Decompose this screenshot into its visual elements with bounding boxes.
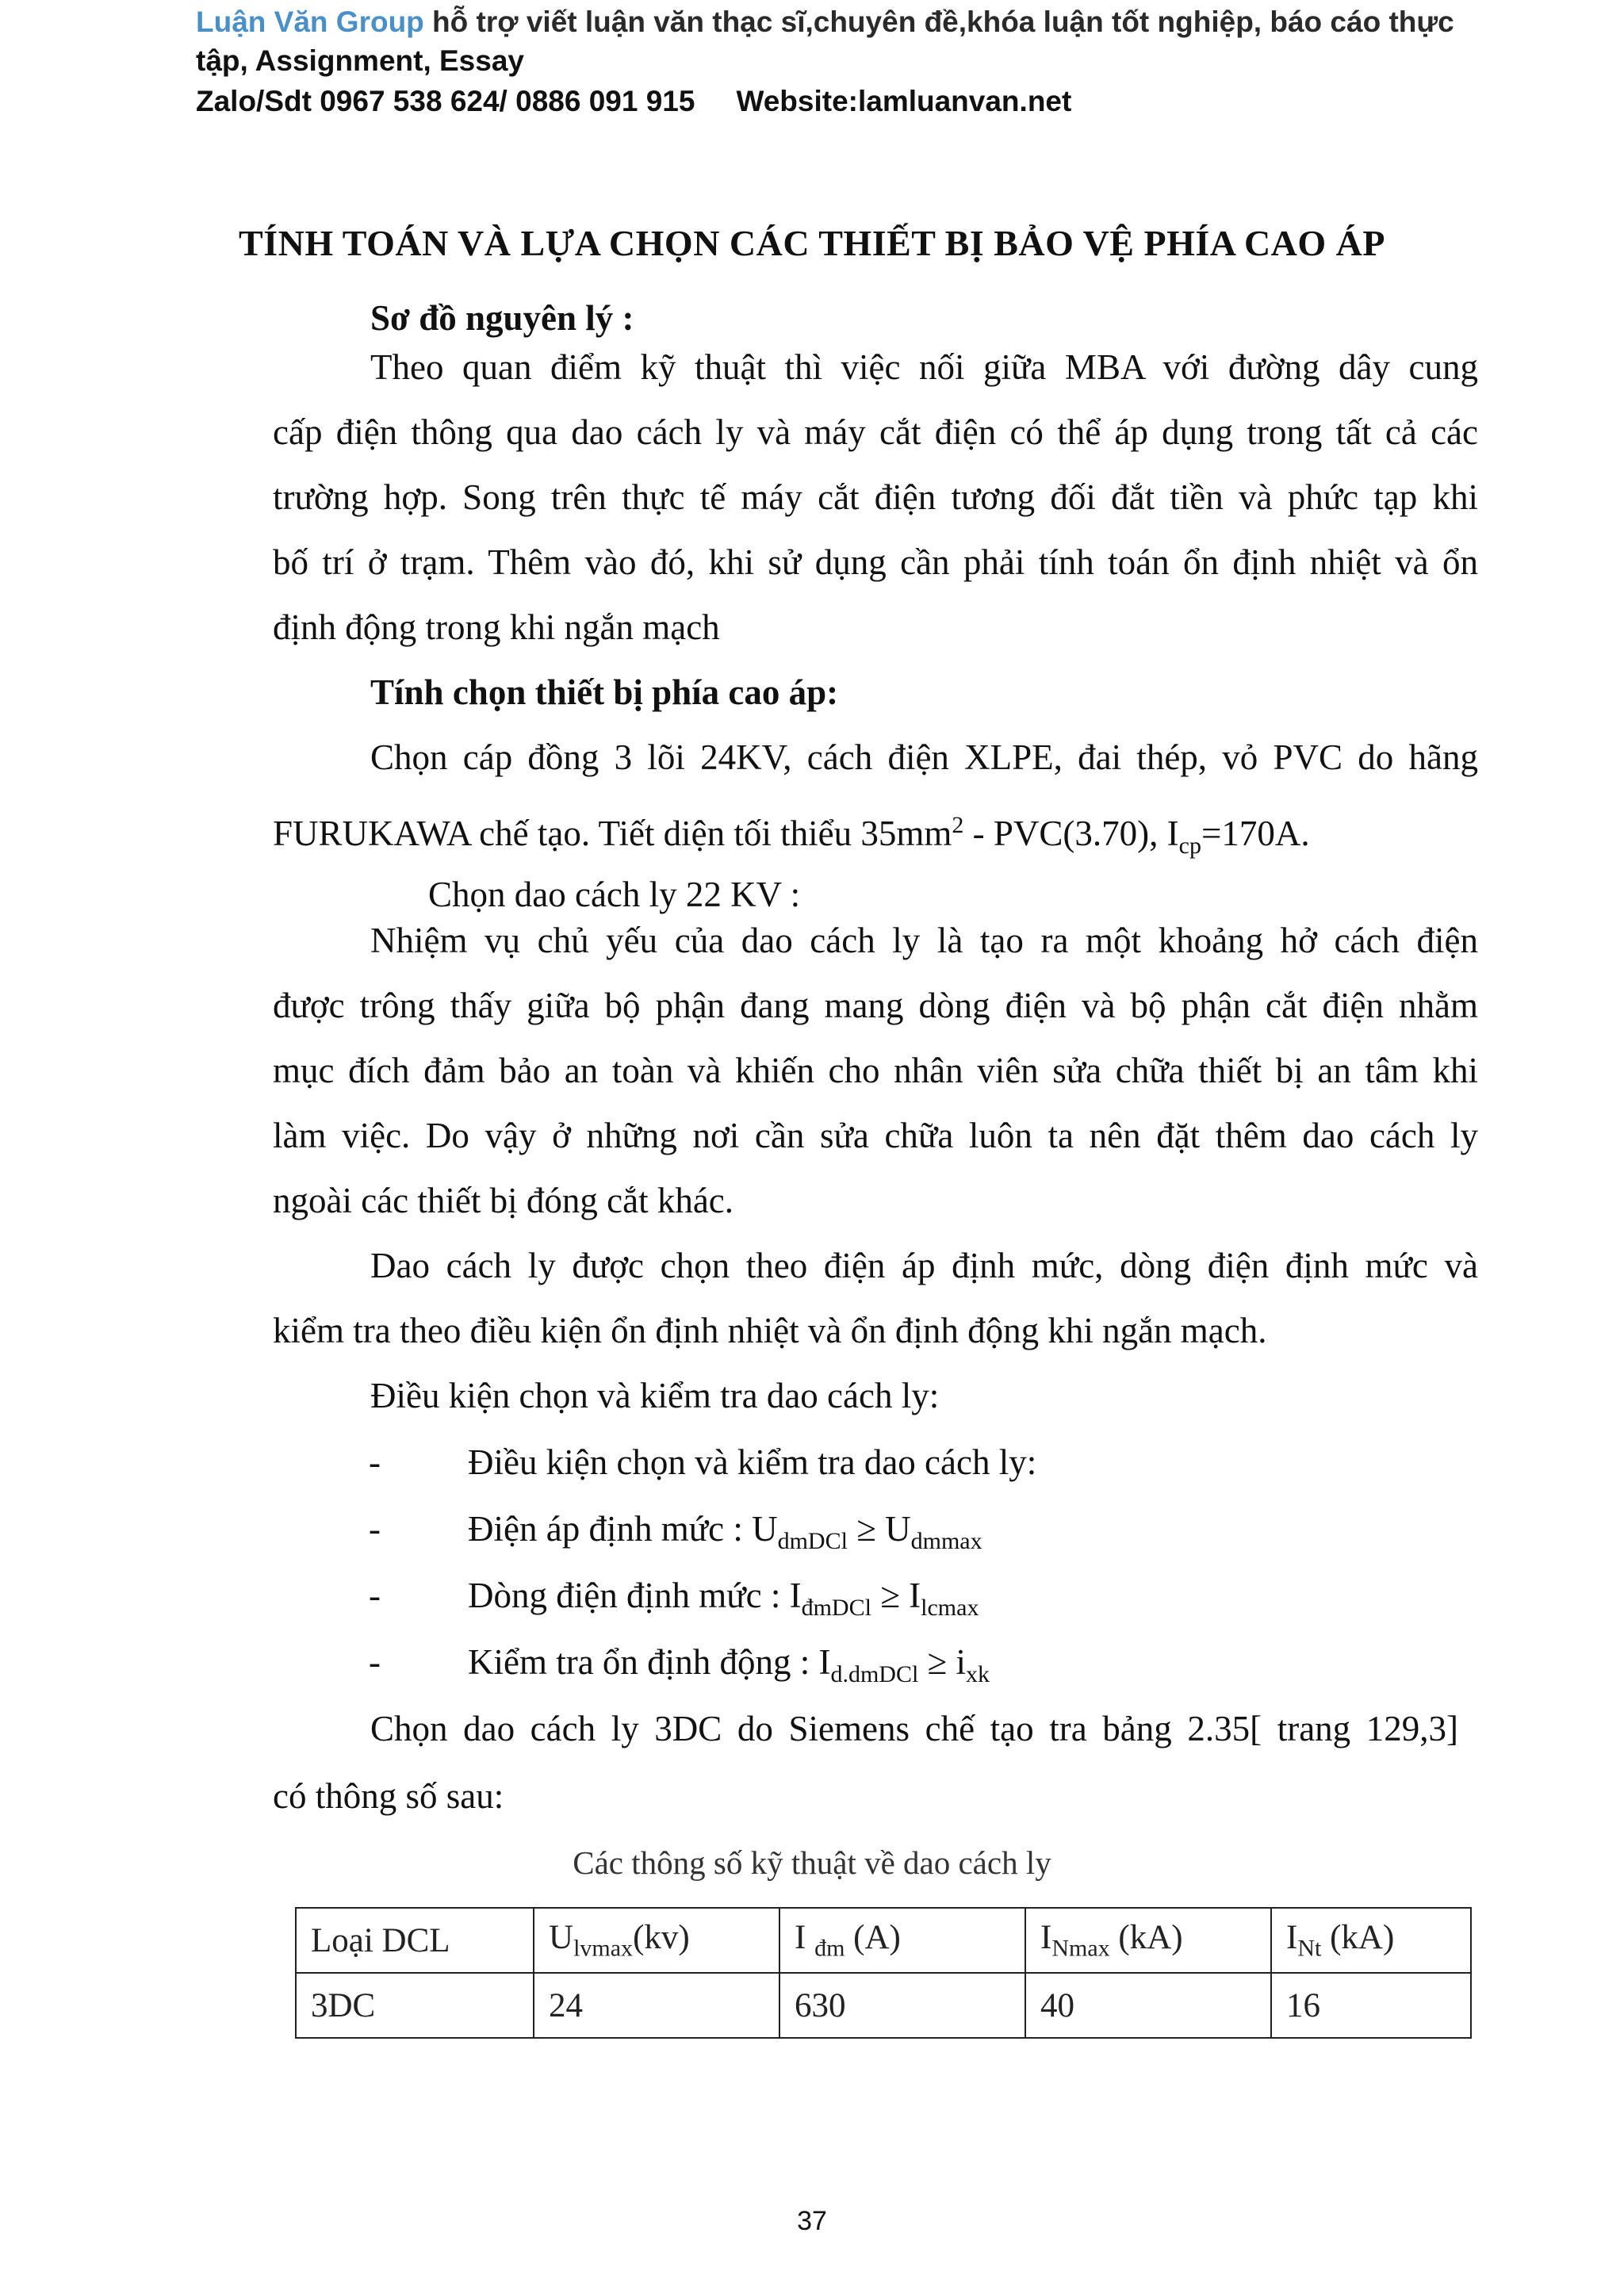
header-contact-line	[196, 81, 1544, 122]
cable-sub: cp	[1178, 833, 1201, 859]
bullet-2-sub2: dmmax	[910, 1528, 982, 1554]
bullet-3-text: Dòng điện định mức : I	[468, 1576, 802, 1615]
para2-line-2: được trông thấy giữa bộ phận đang mang dòng điện và bộ phận cắt điện nhằm	[273, 986, 1478, 1025]
header-website: Website:lamluanvan.net	[736, 85, 1072, 117]
para3-line-1: Dao cách ly được chọn theo điện áp định mức, dòng điện định mức và	[370, 1246, 1478, 1285]
table-header-cell: $I_{Nmax}$ (kA)	[1025, 1908, 1271, 1973]
para2-line-5: ngoài các thiết bị đóng cắt khác.	[273, 1181, 734, 1220]
bullet-dash: -	[369, 1509, 381, 1549]
cable-line-1: Chọn cáp đồng 3 lõi 24KV, cách điện XLPE, đai thép, vỏ PVC do hãng	[370, 737, 1478, 777]
para2-line-4: làm việc. Do vậy ở những nơi cần sửa chữa luôn ta nên đặt thêm dao cách ly	[273, 1116, 1478, 1155]
bullet-dash: -	[369, 1576, 381, 1615]
para2-line-3: mục đích đảm bảo an toàn và khiến cho nhân viên sửa chữa thiết bị an tâm khi	[273, 1051, 1478, 1090]
header-line-2: tập, Assignment, Essay	[196, 44, 524, 77]
para3-line-2: kiểm tra theo điều kiện ổn định nhiệt và ổn định động khi ngắn mạch.	[273, 1311, 1267, 1350]
bullet-dash: -	[369, 1642, 381, 1682]
bullet-4-sub2: xk	[966, 1661, 990, 1687]
bullet-4	[468, 1638, 990, 1698]
bullet-4-mid: ≥ i	[918, 1642, 966, 1682]
header-contact: Zalo/Sdt 0967 538 624/ 0886 091 915	[196, 85, 695, 117]
table-header-cell: I $_{đm}$ (A)	[779, 1908, 1025, 1973]
table-header-row	[296, 1908, 1471, 1973]
bullet-3	[468, 1572, 979, 1632]
para4-line-2: có thông số sau:	[273, 1776, 504, 1816]
bullet-2-text: Điện áp định mức : U	[468, 1509, 778, 1549]
table-caption: Các thông số kỹ thuật về dao cách ly	[573, 1844, 1051, 1881]
bullet-4-text: Kiểm tra ổn định động : I	[468, 1642, 831, 1682]
bullet-4-sub1: d.dmDCl	[830, 1661, 919, 1687]
table-row	[296, 1973, 1471, 2038]
table-cell: 24	[534, 1973, 779, 2038]
bullet-dash: -	[369, 1442, 381, 1482]
cable-text-a: FURUKAWA chế tạo. Tiết diện tối thiểu 35mm	[273, 814, 952, 853]
table-header-cell: $I_{Nt}$ (kA)	[1271, 1908, 1471, 1973]
bullet-3-sub2: lcmax	[921, 1595, 979, 1621]
conditions-heading: Điều kiện chọn và kiểm tra dao cách ly:	[370, 1376, 940, 1415]
bullet-1: Điều kiện chọn và kiểm tra dao cách ly:	[468, 1442, 1037, 1482]
table-cell: 630	[779, 1973, 1025, 2038]
para1-line-4: bố trí ở trạm. Thêm vào đó, khi sử dụng cần phải tính toán ổn định nhiệt và ổn	[273, 542, 1478, 582]
para1-line-2: cấp điện thông qua dao cách ly và máy cắt điện có thể áp dụng trong tất cả các	[273, 412, 1478, 452]
heading-hv-equipment: Tính chọn thiết bị phía cao áp:	[370, 672, 839, 712]
bullet-2	[468, 1505, 982, 1565]
para1-line-5: định động trong khi ngắn mạch	[273, 607, 720, 647]
cable-text-b: - PVC(3.70), I	[963, 814, 1179, 853]
table-cell: 40	[1025, 1973, 1271, 2038]
bullet-2-sub1: dmDCl	[777, 1528, 848, 1554]
cable-line-2	[273, 802, 1310, 870]
bullet-2-mid: ≥ U	[847, 1509, 911, 1549]
para2-line-1: Nhiệm vụ chủ yếu của dao cách ly là tạo ra một khoảng hở cách điện	[370, 921, 1478, 960]
cable-sup: 2	[952, 812, 964, 838]
bullet-3-sub1: đmDCl	[801, 1595, 871, 1621]
para1-line-3: trường hợp. Song trên thực tế máy cắt điện tương đối đắt tiền và phức tạp khi	[273, 477, 1478, 517]
page-title: TÍNH TOÁN VÀ LỰA CHỌN CÁC THIẾT BỊ BẢO VỆ PHÍA CAO ÁP	[239, 223, 1385, 263]
table-cell: 16	[1271, 1973, 1471, 2038]
header-line-1	[196, 2, 1544, 43]
table-cell: 3DC	[296, 1973, 534, 2038]
table-header-cell: $U_{lvmax}(kv)$	[534, 1908, 779, 1973]
header-tagline: hỗ trợ viết luận văn thạc sĩ,chuyên đề,khóa luận tốt nghiệp, báo cáo thực	[423, 6, 1454, 38]
para1-line-1: Theo quan điểm kỹ thuật thì việc nối giữa MBA với đường dây cung	[370, 347, 1478, 387]
dcl-heading: Chọn dao cách ly 22 KV :	[428, 875, 801, 914]
spec-table	[295, 1907, 1472, 2039]
cable-text-c: =170A.	[1201, 814, 1310, 853]
bullet-3-mid: ≥ I	[871, 1576, 921, 1615]
table-header-cell: Loại DCL	[296, 1908, 534, 1973]
header-brand: Luận Văn Group	[196, 6, 424, 38]
page-number: 37	[797, 2206, 827, 2236]
para4-line-1: Chọn dao cách ly 3DC do Siemens chế tạo tra bảng 2.35[ trang 129,3]	[370, 1709, 1458, 1748]
heading-schematic: Sơ đồ nguyên lý :	[370, 298, 634, 338]
